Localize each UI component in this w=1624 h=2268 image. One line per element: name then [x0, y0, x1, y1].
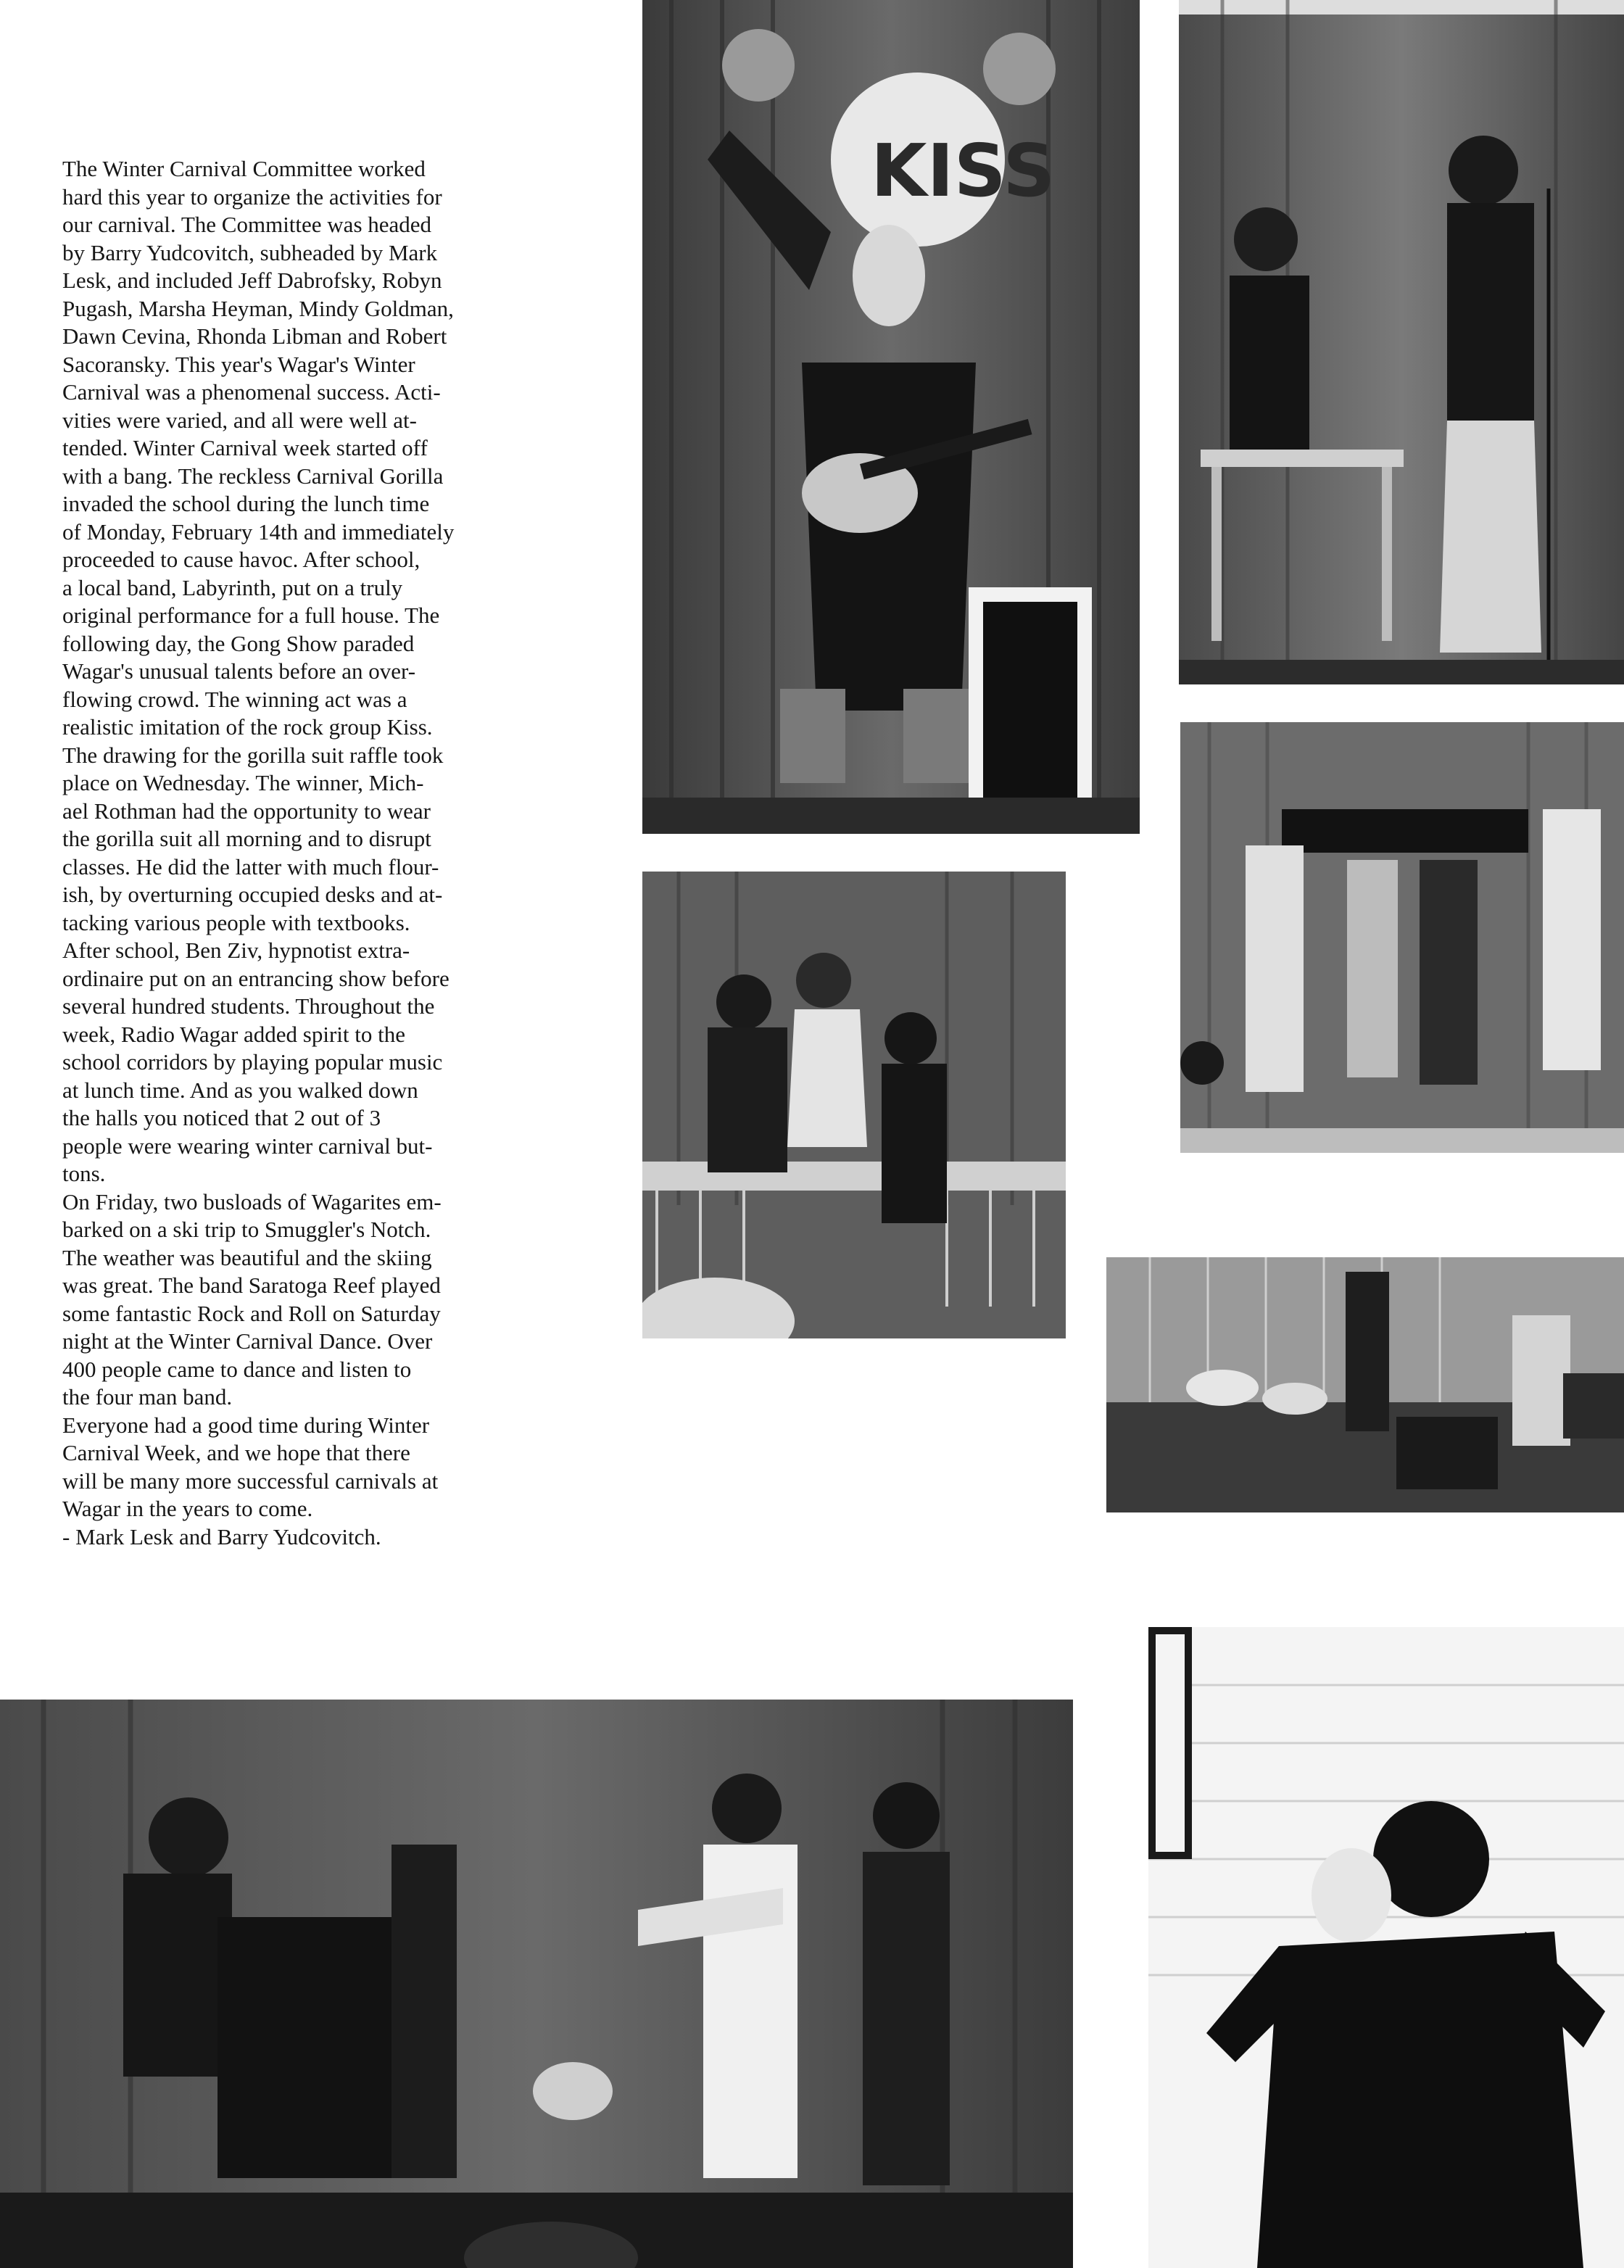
article-paragraph-2: On Friday, two busloads of Wagarites em- barked on a ski trip to Smuggler's Notch. The weather was beautiful and the skiing was great. The band Saratoga Reef played some fantastic Rock and Roll on Saturday night at the Winter Carnival Dance. Over 400 people came to dance and listen to the four man band. [62, 1188, 442, 1410]
photo-kiss-performance [642, 0, 1140, 834]
photo-gong-show-act [642, 872, 1066, 1338]
article-paragraph-1: The Winter Carnival Committee worked hard this year to organize the activities for our carnival. The Committee was headed by Barry Yudcovitch, subheaded by Mark Lesk, and included Jeff Dabrofsky, Robyn Pugash, Marsha Heyman, Mindy Goldman, Dawn Cevina, Rhonda Libman and Robert Sacoransky. This year's Wagar's Winter Carnival was a phenomenal success. Acti- vities were varied, and all were well at- tended. Winter Carnival week started off with a bang. The reckless Carnival Gorilla invaded the school during the lunch time of Monday, February 14th and immediately proceeded to cause havoc. After school, a local band, Labyrinth, put on a truly original performance for a full house. The following day, the Gong Show paraded Wagar's unusual talents before an over- flowing crowd. The winning act was a realistic imitation of the rock group Kiss. The drawing for the gorilla suit raffle took place on Wednesday. The winner, Mich- ael Rothman had the opportunity to wear the gorilla suit all morning and to disrupt classes. He did the latter with much flour- ish, by overturning occupied desks and at- tacking various people with textbooks. After school, Ben Ziv, hypnotist extra- ordinaire put on an entrancing show before several hundred students. Throughout the week, Radio Wagar added spirit to the school corridors by playing popular music at lunch time. And as you walked down the halls you noticed that 2 out of 3 people were wearing winter carnival but- tons. [62, 156, 455, 1186]
photo-band-performance [0, 1700, 1073, 2268]
kiss-drum-logo: KISS [871, 128, 1056, 213]
photo-gorilla-suit [1148, 1627, 1624, 2268]
photo-stage-microphone [1179, 0, 1624, 684]
photo-hypnotist-show [1180, 722, 1624, 1153]
article-signature: - Mark Lesk and Barry Yudcovitch. [62, 1523, 381, 1549]
article-text [62, 155, 621, 1551]
photo-band-setup [1106, 1257, 1624, 1512]
article-paragraph-3: Everyone had a good time during Winter Carnival Week, and we hope that there will be many more successful carnivals at Wagar in the years to come. [62, 1412, 439, 1521]
